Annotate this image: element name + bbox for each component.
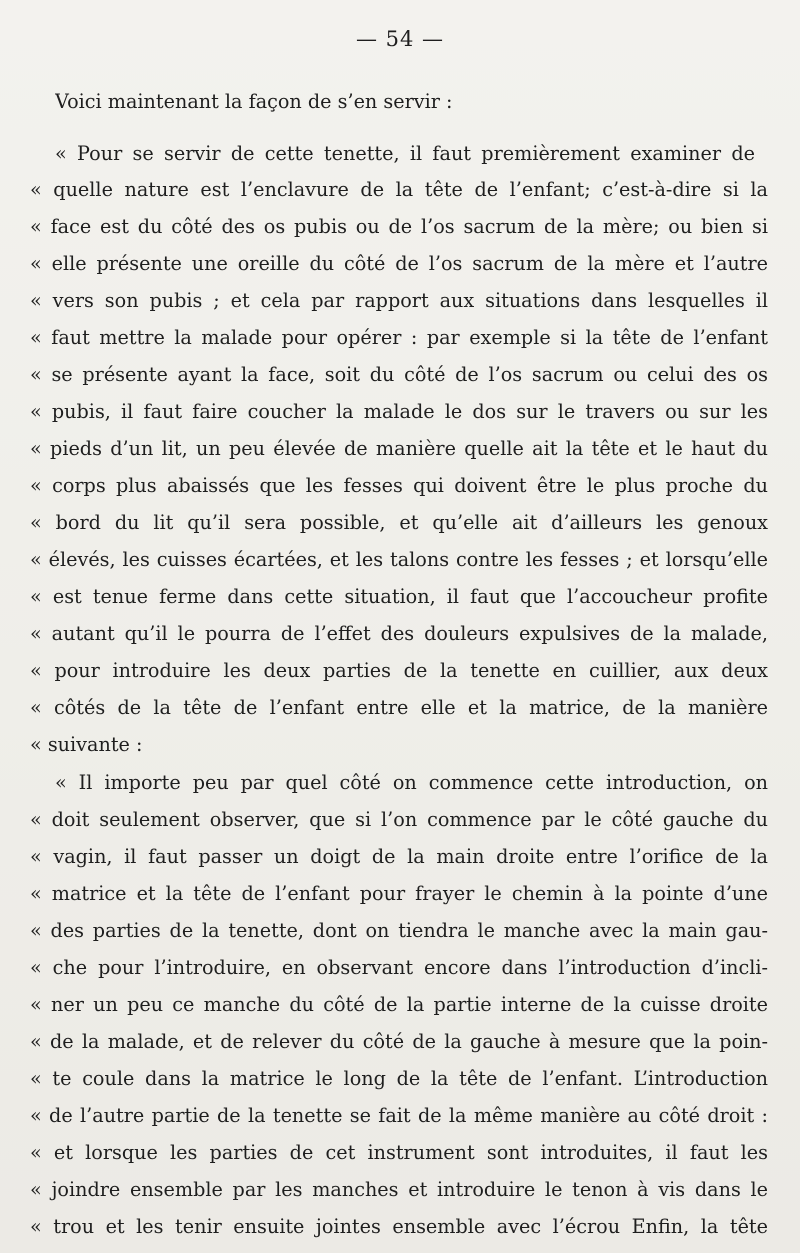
- text-line-18: « suivante :: [30, 733, 143, 756]
- text-line-21: « vagin, il faut passer un doigt de la main droite entre l’orifice de la: [30, 845, 768, 868]
- text-line-22: « matrice et la tête de l’enfant pour frayer le chemin à la pointe d’une: [30, 882, 768, 905]
- text-line-26: « de la malade, et de relever du côté de la gauche à mesure que la poin-: [30, 1030, 768, 1053]
- text-line-13: « élevés, les cuisses écartées, et les talons contre les fesses ; et lorsqu’elle: [30, 548, 768, 571]
- text-line-16: « pour introduire les deux parties de la tenette en cuillier, aux deux: [30, 659, 768, 682]
- text-line-2: « Pour se servir de cette tenette, il faut premièrement examiner de: [55, 142, 755, 165]
- text-line-1: Voici maintenant la façon de s’en servir :: [55, 90, 453, 113]
- text-line-11: « corps plus abaissés que les fesses qui doivent être le plus proche du: [30, 474, 768, 497]
- text-line-29: « et lorsque les parties de cet instrument sont introduites, il faut les: [30, 1141, 768, 1164]
- text-line-12: « bord du lit qu’il sera possible, et qu’elle ait d’ailleurs les genoux: [30, 511, 768, 534]
- text-line-9: « pubis, il faut faire coucher la malade le dos sur le travers ou sur les: [30, 400, 768, 423]
- text-line-17: « côtés de la tête de l’enfant entre elle et la matrice, de la manière: [30, 696, 768, 719]
- text-line-6: « vers son pubis ; et cela par rapport aux situations dans lesquelles il: [30, 289, 768, 312]
- text-line-8: « se présente ayant la face, soit du côté de l’os sacrum ou celui des os: [30, 363, 768, 386]
- text-line-23: « des parties de la tenette, dont on tiendra le manche avec la main gau-: [30, 919, 768, 942]
- text-line-19: « Il importe peu par quel côté on commence cette introduction, on: [55, 771, 768, 794]
- text-line-30: « joindre ensemble par les manches et introduire le tenon à vis dans le: [30, 1178, 768, 1201]
- page-number: — 54 —: [355, 27, 445, 51]
- text-line-7: « faut mettre la malade pour opérer : par exemple si la tête de l’enfant: [30, 326, 768, 349]
- text-line-31: « trou et les tenir ensuite jointes ensemble avec l’écrou Enfin, la tête: [30, 1215, 768, 1238]
- text-line-3: « quelle nature est l’enclavure de la tête de l’enfant; c’est-à-dire si la: [30, 178, 768, 201]
- text-line-14: « est tenue ferme dans cette situation, il faut que l’accoucheur profite: [30, 585, 768, 608]
- text-line-4: « face est du côté des os pubis ou de l’os sacrum de la mère; ou bien si: [30, 215, 768, 238]
- text-line-27: « te coule dans la matrice le long de la tête de l’enfant. L’introduction: [30, 1067, 768, 1090]
- text-line-24: « che pour l’introduire, en observant encore dans l’introduction d’incli-: [30, 956, 768, 979]
- text-line-28: « de l’autre partie de la tenette se fait de la même manière au côté droit :: [30, 1104, 768, 1127]
- text-line-5: « elle présente une oreille du côté de l’os sacrum de la mère et l’autre: [30, 252, 768, 275]
- text-line-25: « ner un peu ce manche du côté de la partie interne de la cuisse droite: [30, 993, 768, 1016]
- text-line-20: « doit seulement observer, que si l’on commence par le côté gauche du: [30, 808, 768, 831]
- text-line-15: « autant qu’il le pourra de l’effet des douleurs expulsives de la malade,: [30, 622, 768, 645]
- text-line-10: « pieds d’un lit, un peu élevée de manière quelle ait la tête et le haut du: [30, 437, 768, 460]
